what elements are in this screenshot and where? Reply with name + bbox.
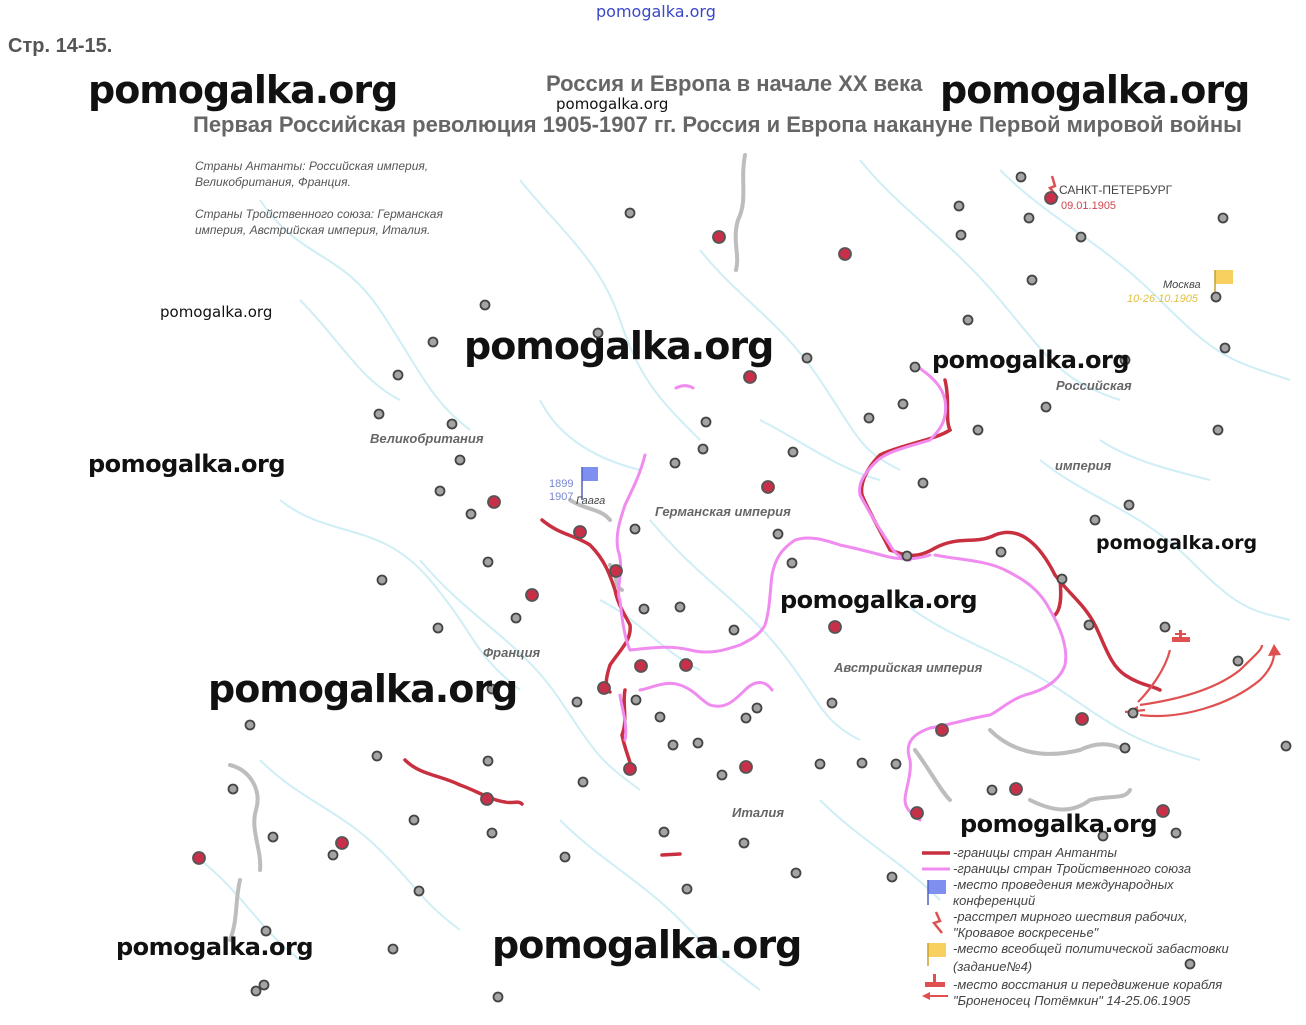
label-saint-petersburg: САНКТ-ПЕТЕРБУРГ: [1059, 183, 1173, 197]
strike-flag-icon: [1215, 270, 1233, 295]
watermark: pomogalka.org: [464, 324, 774, 368]
legend-conference-2: конференций: [953, 893, 1036, 908]
page-reference: Стр. 14-15.: [8, 35, 113, 57]
top-site-link[interactable]: pomogalka.org: [596, 2, 716, 21]
watermark: pomogalka.org: [88, 68, 398, 112]
label-hague-date-2: 1907: [549, 491, 574, 503]
label-spb-date: 09.01.1905: [1061, 200, 1117, 212]
triple-alliance-note: [195, 206, 443, 238]
label-italy: Италия: [732, 805, 784, 820]
watermark: pomogalka.org: [1096, 532, 1258, 554]
label-hague: Гаага: [576, 495, 606, 507]
watermark: pomogalka.org: [780, 586, 978, 614]
watermark: pomogalka.org: [556, 95, 669, 113]
entente-note-line2: Великобритания, Франция.: [195, 175, 351, 189]
label-hague-date-1: 1899: [549, 478, 574, 490]
watermark: pomogalka.org: [932, 346, 1130, 374]
label-austria: Австрийская империя: [834, 660, 983, 675]
legend-bloody-2: "Кровавое воскресенье": [953, 925, 1099, 940]
watermark: pomogalka.org: [492, 923, 802, 967]
entente-note: [195, 158, 428, 190]
watermark: pomogalka.org: [116, 933, 314, 961]
map-subtitle: Первая Российская революция 1905-1907 гг. Россия и Европа накануне Первой мировой войны: [193, 112, 1242, 137]
triple-note-line1: Страны Тройственного союза: Германская: [195, 207, 443, 221]
map-title: Россия и Европа в начале XX века: [546, 71, 923, 96]
label-france: Франция: [483, 645, 541, 660]
label-moscow-date: 10-26.10.1905: [1127, 293, 1198, 305]
legend-potemkin-1: -место восстания и передвижение корабля: [953, 977, 1223, 992]
watermark: pomogalka.org: [208, 667, 518, 711]
potemkin-arrows: [1125, 645, 1274, 716]
ship-icon: [1172, 630, 1190, 642]
watermark: pomogalka.org: [940, 68, 1250, 112]
legend-strike-2: (задание№4): [953, 959, 1033, 974]
legend-potemkin-2: "Броненосец Потёмкин" 14-25.06.1905: [953, 993, 1191, 1008]
label-germany: Германская империя: [655, 504, 791, 519]
label-russia-1: Российская: [1056, 378, 1132, 393]
legend-conference-1: -место проведения международных: [953, 877, 1174, 892]
watermark: pomogalka.org: [960, 810, 1158, 838]
label-britain: Великобритания: [370, 431, 484, 446]
legend: [953, 845, 1229, 1009]
legend-symbols: [922, 853, 950, 1000]
entente-note-line1: Страны Антанты: Российская империя,: [195, 159, 429, 173]
legend-triple-border: -границы стран Тройственного союза: [953, 861, 1192, 876]
triple-note-line2: империя, Австрийская империя, Италия.: [195, 223, 431, 237]
legend-bloody-1: -расстрел мирного шествия рабочих,: [953, 909, 1188, 924]
watermark: pomogalka.org: [88, 450, 286, 478]
label-russia-2: империя: [1055, 458, 1112, 473]
legend-entente-border: -границы стран Антанты: [953, 845, 1117, 860]
watermark: pomogalka.org: [160, 303, 273, 321]
legend-strike-1: -место всеобщей политической забастовки: [953, 941, 1229, 956]
label-moscow: Москва: [1163, 279, 1201, 291]
